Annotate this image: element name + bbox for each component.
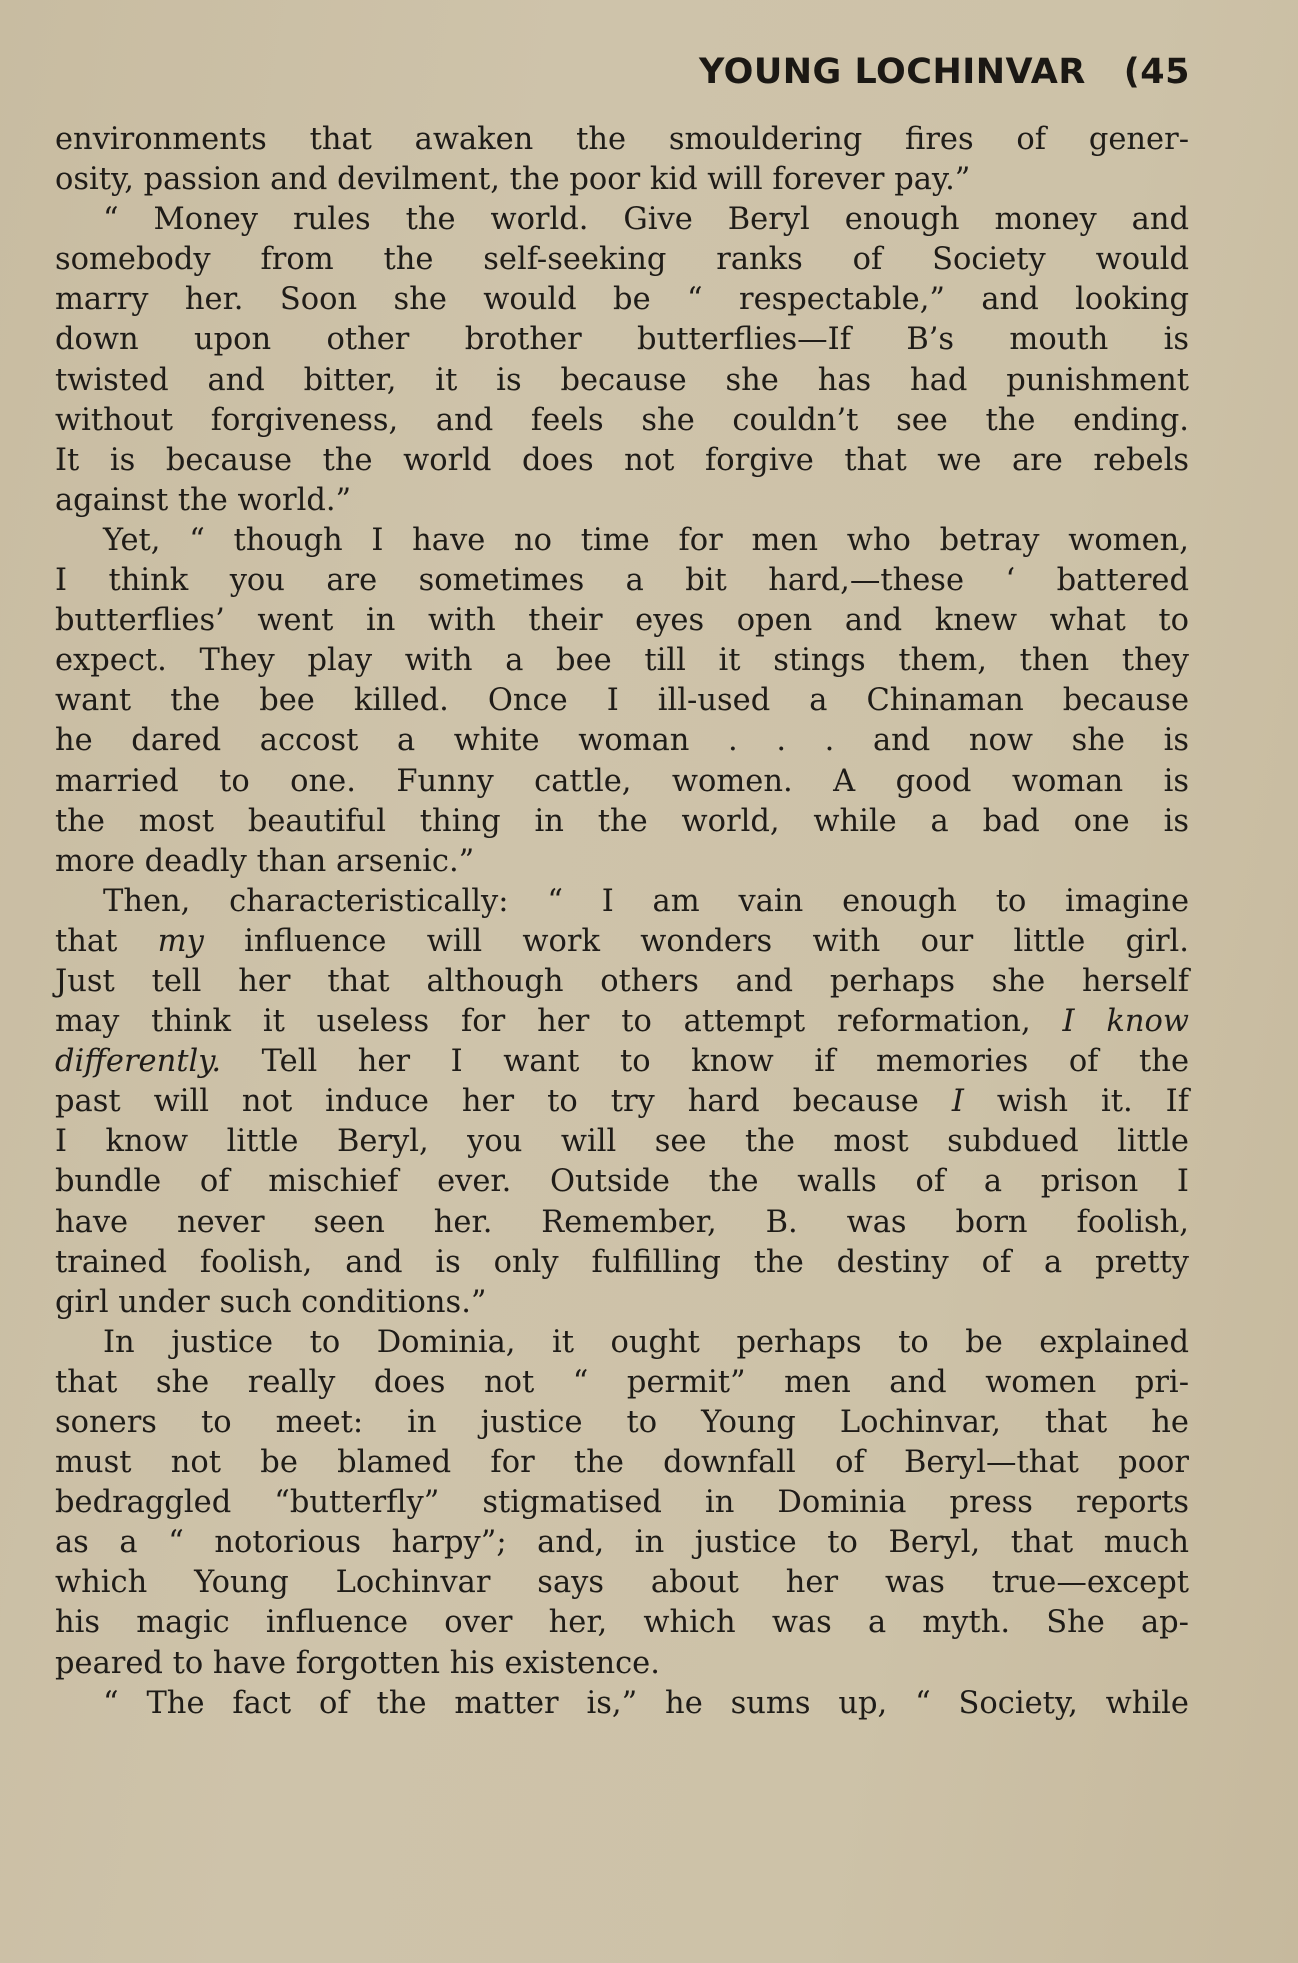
body-text bbox=[55, 120, 1189, 1724]
text-line bbox=[55, 641, 1189, 681]
text-run: bedraggled “butterfly” stigmatised in Dominia press reports bbox=[55, 1485, 1189, 1521]
text-line bbox=[55, 561, 1189, 601]
text-run: the most beautiful thing in the world, while a bad one is bbox=[55, 803, 1189, 839]
text-line bbox=[55, 802, 1189, 842]
text-line bbox=[55, 962, 1189, 1002]
text-run: somebody from the self-seeking ranks of Society would bbox=[55, 242, 1189, 278]
text-run: wish it. If bbox=[963, 1084, 1189, 1120]
text-line bbox=[55, 160, 1189, 200]
italic-text: my bbox=[157, 923, 204, 959]
text-line bbox=[55, 1122, 1189, 1162]
text-run: twisted and bitter, it is because she has had punishment bbox=[55, 362, 1189, 398]
text-run: girl under such conditions.” bbox=[55, 1284, 487, 1320]
text-run: environments that awaken the smouldering fires of gener- bbox=[55, 122, 1189, 157]
text-run: peared to have forgotten his existence. bbox=[55, 1645, 660, 1681]
text-run: influence will work wonders with our little girl. bbox=[203, 923, 1189, 959]
text-run: have never seen her. Remember, B. was born foolish, bbox=[55, 1204, 1189, 1240]
text-line bbox=[55, 842, 1189, 882]
text-line bbox=[55, 1603, 1189, 1643]
text-run: as a “ notorious harpy”; and, in justice to Beryl, that much bbox=[55, 1525, 1189, 1561]
text-run: osity, passion and devilment, the poor kid will forever pay.” bbox=[55, 162, 971, 198]
text-line bbox=[55, 521, 1189, 561]
text-run: trained foolish, and is only fulfilling the destiny of a pretty bbox=[55, 1244, 1189, 1280]
text-line bbox=[55, 280, 1189, 320]
text-run: butterflies’ went in with their eyes open and knew what to bbox=[55, 603, 1189, 639]
italic-text: differently. bbox=[55, 1044, 222, 1080]
text-line bbox=[55, 1002, 1189, 1042]
text-line bbox=[55, 120, 1189, 160]
text-run: against the world.” bbox=[55, 482, 352, 518]
text-line bbox=[55, 1403, 1189, 1443]
text-run: which Young Lochinvar says about her was true—except bbox=[55, 1565, 1189, 1601]
text-line bbox=[55, 441, 1189, 481]
italic-text: I know bbox=[1062, 1004, 1189, 1040]
text-run: Tell her I want to know if memories of the bbox=[221, 1044, 1189, 1080]
page-number: (45 bbox=[1123, 52, 1190, 92]
text-line bbox=[55, 1563, 1189, 1603]
text-line bbox=[55, 762, 1189, 802]
text-line bbox=[55, 1323, 1189, 1363]
text-run: must not be blamed for the downfall of Beryl—that poor bbox=[55, 1445, 1189, 1481]
text-run: past will not induce her to try hard because bbox=[55, 1084, 952, 1120]
text-run: want the bee killed. Once I ill-used a Chinaman because bbox=[55, 683, 1189, 719]
text-run: Then, characteristically: “ I am vain enough to imagine bbox=[103, 883, 1189, 919]
running-title: YOUNG LOCHINVAR bbox=[698, 52, 1086, 92]
text-line bbox=[55, 320, 1189, 360]
text-line bbox=[55, 601, 1189, 641]
text-line bbox=[55, 882, 1189, 922]
text-run: Yet, “ though I have no time for men who betray women, bbox=[103, 522, 1189, 558]
text-run: I know little Beryl, you will see the most subdued little bbox=[55, 1124, 1189, 1160]
text-run: Just tell her that although others and perhaps she herself bbox=[55, 963, 1189, 999]
text-run: In justice to Dominia, it ought perhaps to be explained bbox=[103, 1324, 1189, 1360]
text-run: may think it useless for her to attempt reformation, bbox=[55, 1004, 1063, 1040]
italic-text: I bbox=[951, 1084, 964, 1120]
text-line bbox=[55, 200, 1189, 240]
text-line bbox=[55, 1042, 1189, 1082]
text-line bbox=[55, 922, 1189, 962]
text-line bbox=[55, 481, 1189, 521]
text-line bbox=[55, 1082, 1189, 1122]
text-run: expect. They play with a bee till it stings them, then they bbox=[55, 643, 1189, 679]
text-line bbox=[55, 681, 1189, 721]
text-run: his magic influence over her, which was a myth. She ap- bbox=[55, 1605, 1189, 1641]
text-line bbox=[55, 1363, 1189, 1403]
text-run: down upon other brother butterflies—If B’s mouth is bbox=[55, 322, 1189, 358]
text-line bbox=[55, 721, 1189, 761]
text-run: that she really does not “ permit” men and women pri- bbox=[55, 1364, 1189, 1400]
text-run: It is because the world does not forgive that we are rebels bbox=[55, 442, 1189, 478]
text-run: bundle of mischief ever. Outside the walls of a prison I bbox=[55, 1164, 1189, 1200]
running-header bbox=[699, 52, 1190, 92]
text-run: married to one. Funny cattle, women. A good woman is bbox=[55, 763, 1189, 799]
text-line bbox=[55, 361, 1189, 401]
text-run: I think you are sometimes a bit hard,—these ‘ battered bbox=[55, 563, 1189, 599]
text-run: “ The fact of the matter is,” he sums up, “ Society, while bbox=[103, 1685, 1189, 1721]
text-line bbox=[55, 1443, 1189, 1483]
text-run: more deadly than arsenic.” bbox=[55, 843, 475, 879]
text-run: that bbox=[55, 923, 158, 959]
text-line bbox=[55, 1243, 1189, 1283]
text-line bbox=[55, 401, 1189, 441]
text-line bbox=[55, 1644, 1189, 1684]
text-run: “ Money rules the world. Give Beryl enough money and bbox=[103, 202, 1189, 238]
text-line bbox=[55, 1203, 1189, 1243]
text-run: soners to meet: in justice to Young Lochinvar, that he bbox=[55, 1405, 1189, 1440]
text-run: marry her. Soon she would be “ respectable,” and looking bbox=[55, 282, 1189, 318]
text-line bbox=[55, 1684, 1189, 1724]
text-line bbox=[55, 1162, 1189, 1202]
text-line bbox=[55, 240, 1189, 280]
text-line bbox=[55, 1523, 1189, 1563]
text-line bbox=[55, 1483, 1189, 1523]
text-line bbox=[55, 1283, 1189, 1323]
text-run: he dared accost a white woman . . . and now she is bbox=[55, 723, 1189, 759]
text-run: without forgiveness, and feels she couldn’t see the ending. bbox=[55, 402, 1189, 438]
